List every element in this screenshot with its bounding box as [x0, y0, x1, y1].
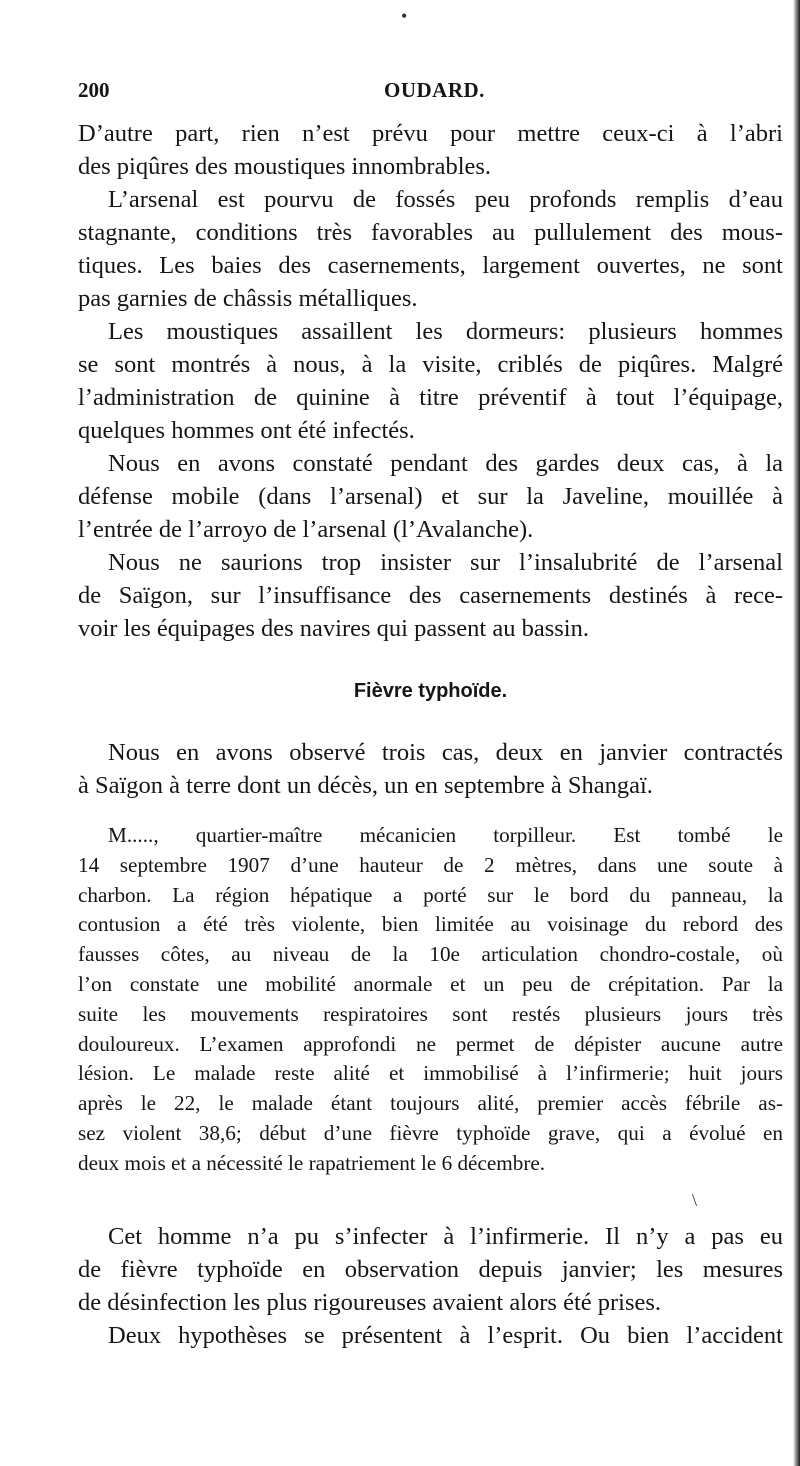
- text-line: à Saïgon à terre dont un décès, un en septembre à Shangaï.: [78, 772, 653, 799]
- text-line: de fièvre typhoïde en observation depuis janvier; les mesures: [78, 1256, 783, 1283]
- running-title: OUDARD.: [384, 78, 485, 102]
- page-number: 200: [78, 78, 110, 102]
- text-line: fausses côtes, au niveau de la 10e articulation chondro-costale, où: [78, 942, 783, 967]
- text-line: sez violent 38,6; début d’une fièvre typhoïde grave, qui a évolué en: [78, 1120, 783, 1145]
- text-line: de Saïgon, sur l’insuffisance des casernements destinés à rece-: [78, 582, 783, 609]
- text-line: douloureux. L’examen approfondi ne permet de dépister aucune autre: [78, 1031, 783, 1056]
- text-line: de désinfection les plus rigoureuses avaient alors été prises.: [78, 1289, 662, 1316]
- running-header: [78, 74, 783, 110]
- text-line: D’autre part, rien n’est prévu pour mettre ceux-ci à l’abri: [78, 120, 783, 147]
- text-line: quelques hommes ont été infectés.: [78, 417, 415, 444]
- text-line: contusion a été très violente, bien limitée au voisinage du rebord des: [78, 912, 783, 937]
- case-observation: [78, 821, 783, 1179]
- text-block-prevention: [78, 117, 783, 645]
- section-heading: Fièvre typhoïde.: [353, 680, 508, 702]
- text-line: Nous en avons constaté pendant des gardes deux cas, à la: [108, 450, 783, 477]
- text-line: après le 22, le malade étant toujours alité, premier accès fébrile as-: [78, 1091, 783, 1116]
- text-line: Nous en avons observé trois cas, deux en janvier contractés: [108, 739, 783, 766]
- text-line: Les moustiques assaillent les dormeurs: plusieurs hommes: [108, 318, 783, 345]
- text-line: charbon. La région hépatique a porté sur le bord du panneau, la: [78, 882, 783, 907]
- text-line: L’arsenal est pourvu de fossés peu profonds remplis d’eau: [108, 186, 783, 213]
- text-line: Deux hypothèses se présentent à l’esprit. Ou bien l’accident: [108, 1322, 783, 1349]
- text-line: Nous ne saurions trop insister sur l’insalubrité de l’arsenal: [108, 549, 783, 576]
- text-line: Cet homme n’a pu s’infecter à l’infirmerie. Il n’y a pas eu: [108, 1223, 783, 1250]
- text-line: lésion. Le malade reste alité et immobilisé à l’infirmerie; huit jours: [78, 1061, 783, 1086]
- text-line: deux mois et a nécessité le rapatriement le 6 décembre.: [78, 1150, 546, 1175]
- print-speck: \: [692, 1190, 698, 1210]
- page-edge-shadow: [793, 0, 800, 1466]
- text-block-cases: [78, 736, 783, 802]
- text-line: défense mobile (dans l’arsenal) et sur la Javeline, mouillée à: [78, 483, 783, 510]
- text-line: stagnante, conditions très favorables au pullulement des mous-: [78, 219, 783, 246]
- text-line: se sont montrés à nous, à la visite, criblés de piqûres. Malgré: [78, 351, 783, 378]
- text-line: pas garnies de châssis métalliques.: [78, 285, 418, 312]
- text-line: l’on constate une mobilité anormale et un peu de crépitation. Par la: [78, 971, 783, 996]
- text-line: l’entrée de l’arroyo de l’arsenal (l’Avalanche).: [78, 516, 534, 543]
- print-speck: •: [401, 6, 408, 26]
- text-line: 14 septembre 1907 d’une hauteur de 2 mètres, dans une soute à: [78, 852, 783, 877]
- text-line: tiques. Les baies des casernements, largement ouvertes, ne sont: [78, 252, 783, 279]
- text-line: des piqûres des moustiques innombrables.: [78, 153, 492, 180]
- text-block-hypotheses: [78, 1220, 783, 1352]
- text-line: M....., quartier-maître mécanicien torpilleur. Est tombé le: [108, 823, 783, 847]
- text-line: suite les mouvements respiratoires sont restés plusieurs jours très: [78, 1001, 783, 1026]
- text-line: voir les équipages des navires qui passent au bassin.: [78, 615, 589, 642]
- text-line: l’administration de quinine à titre préventif à tout l’équipage,: [78, 384, 783, 411]
